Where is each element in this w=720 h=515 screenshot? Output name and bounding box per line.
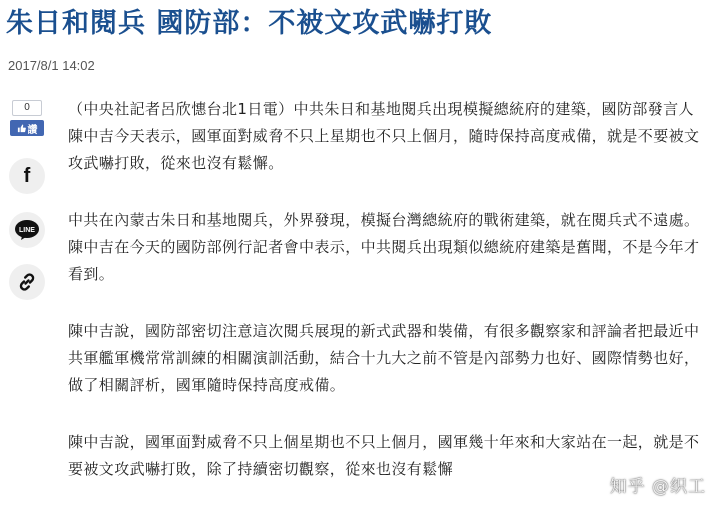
article-headline: 朱日和閱兵 國防部：不被文攻武嚇打敗 <box>6 8 493 39</box>
line-icon-label: LINE <box>19 227 35 234</box>
publish-datetime: 2017/8/1 14:02 <box>8 58 95 73</box>
article-paragraph: 陳中吉說，國防部密切注意這次閱兵展現的新式武器和裝備，有很多觀察家和評論者把最近中共軍艦軍機常常訓練的相關演訓活動，結合十九大之前不管是內部勢力也好、國際情勢也好，做了相關評析，國軍隨時保持高度戒備。 <box>68 322 700 394</box>
article-body <box>68 96 708 513</box>
like-label: 讚 <box>27 124 38 136</box>
facebook-like-widget[interactable] <box>9 100 45 138</box>
like-button[interactable] <box>10 120 44 136</box>
article-paragraph: 陳中吉說，國軍面對威脅不只上個星期也不只上個月，國軍幾十年來和大家站在一起，就是不要被文攻武嚇打敗，除了持續密切觀察，從來也沒有鬆懈 <box>68 433 700 478</box>
like-count: 0 <box>12 100 42 116</box>
article-paragraph: （中央社記者呂欣憓台北1日電）中共朱日和基地閱兵出現模擬總統府的建築，國防部發言人陳中吉今天表示，國軍面對威脅不只上星期也不只上個月，隨時保持高度戒備，就是不要被文攻武嚇打敗，從來也沒有鬆懈。 <box>68 100 700 172</box>
link-icon <box>17 272 37 292</box>
facebook-icon: f <box>23 164 31 187</box>
line-icon <box>14 219 40 241</box>
article-paragraph: 中共在內蒙古朱日和基地閱兵，外界發現，模擬台灣總統府的戰術建築，就在閱兵式不遠處。陳中吉在今天的國防部例行記者會中表示，中共閱兵出現類似總統府建築是舊聞，不是今年才看到。 <box>68 211 700 283</box>
zhihu-watermark: 知乎 @织工 <box>609 477 706 497</box>
line-share-button[interactable] <box>9 212 45 248</box>
copy-link-button[interactable] <box>9 264 45 300</box>
thumbs-up-icon <box>17 124 26 133</box>
facebook-share-button[interactable] <box>9 158 45 194</box>
